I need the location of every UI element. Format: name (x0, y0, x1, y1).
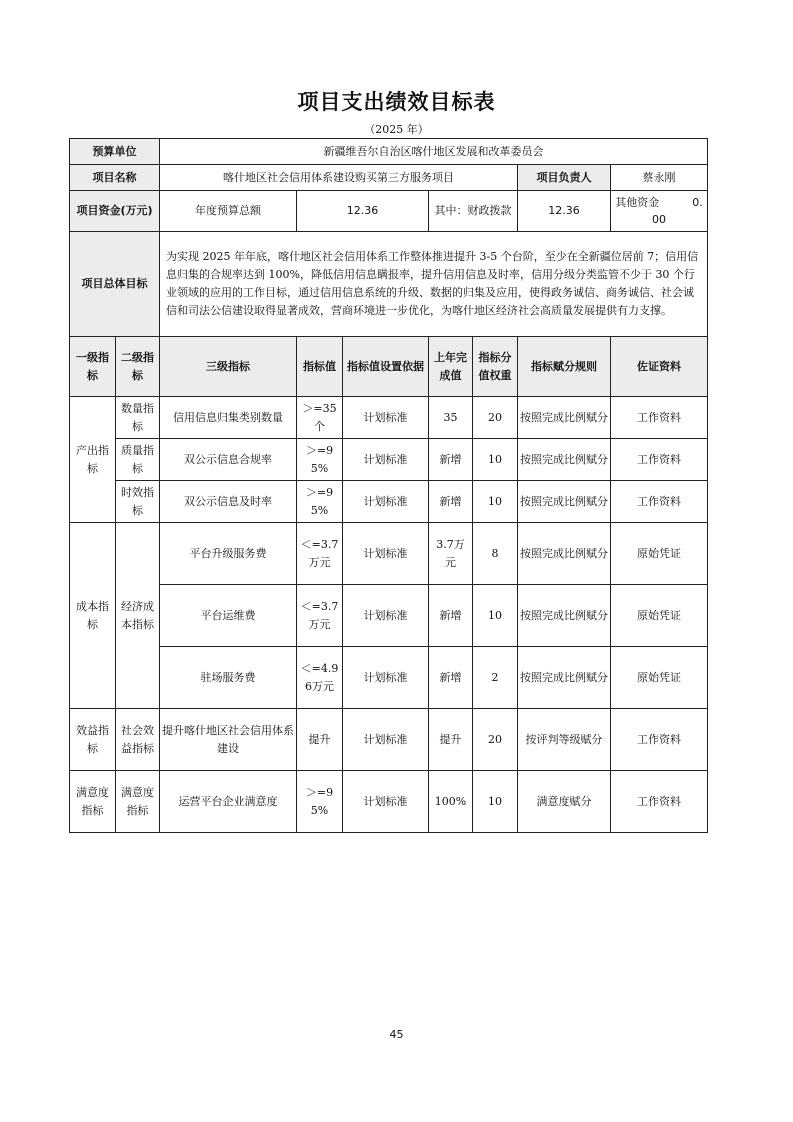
table-row (70, 647, 708, 709)
weight-cell: 10 (473, 771, 518, 833)
basis-cell: 计划标准 (343, 771, 429, 833)
funds-label: 项目资金(万元) (70, 191, 160, 232)
target-value-cell: ＜=4.96万元 (297, 647, 343, 709)
header-last-year: 上年完成值 (429, 337, 473, 397)
target-value-cell: ＜=3.7万元 (297, 585, 343, 647)
goal-text: 为实现 2025 年年底，喀什地区社会信用体系工作整体推进提升 3-5 个台阶，至少在全新疆位居前 7；信用信息归集的合规率达到 100%，降低信用信息瞒报率，提升信用信息及时率，信用分级分类监管不少于 30 个行业领域的应用的工作目标，通过信用信息系统的升级、数据的归集及应用，使得政务诚信、商务诚信、社会诚信和司法公信建设取得显著成效，营商环境进一步优化，为喀什地区经济社会高质量发展提供有力支撑。 (160, 232, 708, 337)
evidence-cell: 工作资料 (611, 481, 708, 523)
funds-fiscal-value: 12.36 (518, 191, 611, 232)
budget-unit-value: 新疆维吾尔自治区喀什地区发展和改革委员会 (160, 139, 708, 165)
project-name-row (70, 165, 708, 191)
rule-cell: 按评判等级赋分 (518, 709, 611, 771)
last-year-cell: 100% (429, 771, 473, 833)
level3-cell: 信用信息归集类别数量 (160, 397, 297, 439)
rule-cell: 按照完成比例赋分 (518, 585, 611, 647)
goal-label: 项目总体目标 (70, 232, 160, 337)
page-title: 项目支出绩效目标表 (297, 90, 496, 114)
last-year-cell: 新增 (429, 439, 473, 481)
weight-cell: 10 (473, 481, 518, 523)
level3-cell: 双公示信息合规率 (160, 439, 297, 481)
table-year: （2025 年） (364, 123, 429, 136)
table-row (70, 481, 708, 523)
last-year-cell: 3.7万元 (429, 523, 473, 585)
funds-total-value: 12.36 (297, 191, 429, 232)
level1-cell: 产出指标 (70, 397, 116, 523)
header-level3: 三级指标 (160, 337, 297, 397)
target-value-cell: ＞=35个 (297, 397, 343, 439)
budget-unit-label: 预算单位 (70, 139, 160, 165)
basis-cell: 计划标准 (343, 439, 429, 481)
indicator-header-row (70, 337, 708, 397)
header-weight: 指标分值权重 (473, 337, 518, 397)
header-level2: 二级指标 (116, 337, 160, 397)
funds-total-label: 年度预算总额 (160, 191, 297, 232)
last-year-cell: 新增 (429, 647, 473, 709)
table-row (70, 771, 708, 833)
target-value-cell: 提升 (297, 709, 343, 771)
rule-cell: 按照完成比例赋分 (518, 397, 611, 439)
evidence-cell: 原始凭证 (611, 585, 708, 647)
rule-cell: 按照完成比例赋分 (518, 439, 611, 481)
basis-cell: 计划标准 (343, 397, 429, 439)
project-name-value: 喀什地区社会信用体系建设购买第三方服务项目 (160, 165, 518, 191)
table-row (70, 585, 708, 647)
level3-cell: 平台运维费 (160, 585, 297, 647)
basis-cell: 计划标准 (343, 481, 429, 523)
budget-unit-row (70, 139, 708, 165)
level3-cell: 提升喀什地区社会信用体系建设 (160, 709, 297, 771)
level2-cell: 质量指标 (116, 439, 160, 481)
last-year-cell: 新增 (429, 481, 473, 523)
evidence-cell: 原始凭证 (611, 647, 708, 709)
evidence-cell: 工作资料 (611, 397, 708, 439)
level3-cell: 双公示信息及时率 (160, 481, 297, 523)
level2-cell: 时效指标 (116, 481, 160, 523)
weight-cell: 20 (473, 709, 518, 771)
rule-cell: 按照完成比例赋分 (518, 481, 611, 523)
basis-cell: 计划标准 (343, 709, 429, 771)
basis-cell: 计划标准 (343, 647, 429, 709)
weight-cell: 10 (473, 439, 518, 481)
header-rule: 指标赋分规则 (518, 337, 611, 397)
funds-other-label: 其他资金 (615, 195, 660, 209)
level3-cell: 平台升级服务费 (160, 523, 297, 585)
evidence-cell: 工作资料 (611, 709, 708, 771)
table-body (70, 139, 708, 833)
last-year-cell: 新增 (429, 585, 473, 647)
table-row (70, 523, 708, 585)
header-level1: 一级指标 (70, 337, 116, 397)
level2-cell: 社会效益指标 (116, 709, 160, 771)
target-value-cell: ＞=95% (297, 439, 343, 481)
level1-cell: 成本指标 (70, 523, 116, 709)
performance-target-table (69, 138, 708, 833)
table-row (70, 439, 708, 481)
project-owner-value: 蔡永刚 (611, 165, 708, 191)
header-value: 指标值 (297, 337, 343, 397)
weight-cell: 20 (473, 397, 518, 439)
basis-cell: 计划标准 (343, 523, 429, 585)
table-row (70, 397, 708, 439)
target-value-cell: ＞=95% (297, 481, 343, 523)
level1-cell: 满意度指标 (70, 771, 116, 833)
goal-row (70, 232, 708, 337)
level3-cell: 驻场服务费 (160, 647, 297, 709)
page-number: 45 (389, 1028, 404, 1041)
level1-cell: 效益指标 (70, 709, 116, 771)
evidence-cell: 原始凭证 (611, 523, 708, 585)
weight-cell: 2 (473, 647, 518, 709)
target-value-cell: ＜=3.7万元 (297, 523, 343, 585)
basis-cell: 计划标准 (343, 585, 429, 647)
weight-cell: 8 (473, 523, 518, 585)
level3-cell: 运营平台企业满意度 (160, 771, 297, 833)
evidence-cell: 工作资料 (611, 439, 708, 481)
last-year-cell: 提升 (429, 709, 473, 771)
funds-other-value (611, 191, 708, 232)
rule-cell: 按照完成比例赋分 (518, 647, 611, 709)
rule-cell: 按照完成比例赋分 (518, 523, 611, 585)
level2-cell: 经济成本指标 (116, 523, 160, 709)
level2-cell: 满意度指标 (116, 771, 160, 833)
header-evidence: 佐证资料 (611, 337, 708, 397)
funds-row (70, 191, 708, 232)
evidence-cell: 工作资料 (611, 771, 708, 833)
header-basis: 指标值设置依据 (343, 337, 429, 397)
level2-cell: 数量指标 (116, 397, 160, 439)
weight-cell: 10 (473, 585, 518, 647)
funds-other-amount: 0.00 (652, 195, 703, 226)
project-name-label: 项目名称 (70, 165, 160, 191)
target-value-cell: ＞=95% (297, 771, 343, 833)
last-year-cell: 35 (429, 397, 473, 439)
rule-cell: 满意度赋分 (518, 771, 611, 833)
funds-fiscal-label: 其中：财政拨款 (429, 191, 518, 232)
project-owner-label: 项目负责人 (518, 165, 611, 191)
table-row (70, 709, 708, 771)
